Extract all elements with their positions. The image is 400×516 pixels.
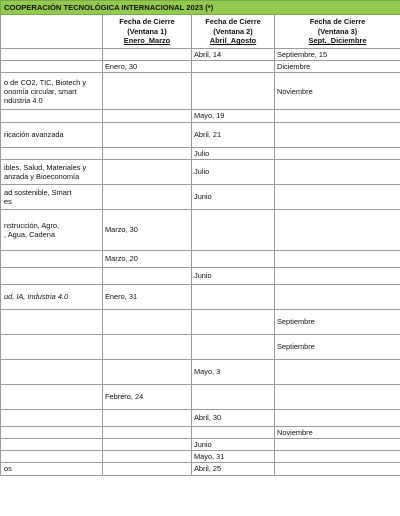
cell-window-3: [275, 122, 400, 147]
cell-window-1: Marzo, 30: [103, 209, 192, 250]
cell-window-1: [103, 110, 192, 122]
row-label: [1, 359, 103, 384]
cell-window-3: Noviembre: [275, 73, 400, 110]
cell-window-2: Mayo, 19: [192, 110, 275, 122]
cell-window-3: [275, 359, 400, 384]
header-window-3-line2: (Ventana 3): [317, 26, 358, 36]
cell-window-3: Noviembre: [275, 426, 400, 438]
cell-window-1: [103, 463, 192, 475]
cell-window-2: Julio: [192, 159, 275, 184]
cell-window-1: [103, 73, 192, 110]
cell-window-2: [192, 73, 275, 110]
cell-window-3: Septiembre: [275, 334, 400, 359]
cell-window-2: Mayo, 3: [192, 359, 275, 384]
cell-window-3: Septiembre: [275, 309, 400, 334]
table-row: [1, 49, 400, 61]
header-window-3-line3: Sept._Diciembre: [308, 36, 367, 46]
cell-window-3: [275, 147, 400, 159]
row-label: [1, 110, 103, 122]
cell-window-2: [192, 384, 275, 409]
table-row: [1, 110, 400, 122]
cell-window-3: Diciembre: [275, 61, 400, 73]
header-label-cell: [1, 15, 103, 49]
table-row: [1, 463, 400, 475]
row-label: [1, 426, 103, 438]
table-row: [1, 209, 400, 250]
table-row: [1, 359, 400, 384]
cell-window-3: [275, 110, 400, 122]
table-row: [1, 184, 400, 209]
row-label: o de CO2, TIC, Biotech y onomía circular, smart ndustria 4.0: [1, 73, 103, 110]
header-window-2-line2: (Ventana 2): [213, 26, 253, 36]
table-row: [1, 267, 400, 284]
cell-window-3: [275, 451, 400, 463]
row-label: [1, 384, 103, 409]
cell-window-1: Enero, 31: [103, 284, 192, 309]
cell-window-3: [275, 284, 400, 309]
row-label: ibles, Salud, Materiales y anzada y Bioeconomía: [1, 159, 103, 184]
cell-window-3: [275, 159, 400, 184]
cell-window-2: [192, 426, 275, 438]
cell-window-1: [103, 334, 192, 359]
cell-window-2: [192, 334, 275, 359]
cell-window-1: [103, 184, 192, 209]
header-window-2-line3: Abril_Agosto: [209, 36, 257, 46]
cell-window-1: [103, 49, 192, 61]
cell-window-2: [192, 61, 275, 73]
cell-window-1: [103, 409, 192, 426]
cell-window-3: [275, 463, 400, 475]
row-label: [1, 439, 103, 451]
table-row: [1, 61, 400, 73]
cell-window-3: Septiembre, 15: [275, 49, 400, 61]
row-label: [1, 334, 103, 359]
table-row: [1, 309, 400, 334]
cell-window-3: [275, 439, 400, 451]
cell-window-1: [103, 267, 192, 284]
row-label: [1, 309, 103, 334]
row-label: ud, IA, Industria 4.0: [1, 284, 103, 309]
header-row: [1, 15, 400, 49]
cell-window-2: Mayo, 31: [192, 451, 275, 463]
row-label: [1, 250, 103, 267]
table-row: [1, 439, 400, 451]
row-label: ricación avanzada: [1, 122, 103, 147]
row-label: [1, 49, 103, 61]
cell-window-3: [275, 184, 400, 209]
cell-window-1: Febrero, 24: [103, 384, 192, 409]
cell-window-2: Julio: [192, 147, 275, 159]
cell-window-2: [192, 284, 275, 309]
cell-window-2: [192, 250, 275, 267]
table-row: [1, 409, 400, 426]
header-window-3-line1: Fecha de Cierre: [309, 17, 366, 27]
cell-window-3: [275, 250, 400, 267]
table-row: [1, 451, 400, 463]
row-label: ad sostenible, Smart es: [1, 184, 103, 209]
table-row: [1, 284, 400, 309]
cell-window-2: Abril, 25: [192, 463, 275, 475]
cell-window-1: Enero, 30: [103, 61, 192, 73]
cell-window-2: Junio: [192, 267, 275, 284]
header-window-1-line3: Enero_Marzo: [123, 36, 171, 46]
cell-window-3: [275, 384, 400, 409]
cell-window-2: Junio: [192, 439, 275, 451]
row-label: [1, 147, 103, 159]
cell-window-2: Abril, 14: [192, 49, 275, 61]
row-label: [1, 409, 103, 426]
table-title: COOPERACIÓN TECNOLÓGICA INTERNACIONAL 2023 (*): [1, 1, 400, 15]
header-window-1: [103, 15, 192, 49]
cell-window-3: [275, 209, 400, 250]
cell-window-1: [103, 359, 192, 384]
row-label: [1, 267, 103, 284]
header-window-2: [192, 15, 275, 49]
header-window-1-line2: (Ventana 1): [127, 26, 167, 36]
title-row: [1, 1, 400, 15]
cell-window-1: [103, 159, 192, 184]
header-window-2-line1: Fecha de Cierre: [205, 17, 261, 27]
table-row: [1, 334, 400, 359]
cell-window-2: Abril, 30: [192, 409, 275, 426]
table-row: [1, 426, 400, 438]
cell-window-2: Abril, 21: [192, 122, 275, 147]
table-row: [1, 159, 400, 184]
row-label: [1, 451, 103, 463]
cell-window-1: [103, 426, 192, 438]
table-row: [1, 250, 400, 267]
cell-window-1: [103, 309, 192, 334]
cell-window-2: [192, 209, 275, 250]
cell-window-3: [275, 267, 400, 284]
cell-window-1: [103, 147, 192, 159]
cell-window-3: [275, 409, 400, 426]
table-row: [1, 122, 400, 147]
table-row: [1, 73, 400, 110]
cell-window-1: [103, 451, 192, 463]
header-window-3: [275, 15, 400, 49]
cell-window-1: [103, 439, 192, 451]
cell-window-2: Junio: [192, 184, 275, 209]
cell-window-1: Marzo, 20: [103, 250, 192, 267]
header-window-1-line1: Fecha de Cierre: [119, 17, 175, 27]
row-label: os: [1, 463, 103, 475]
row-label: nstrucción, Agro, , Agua, Cadena: [1, 209, 103, 250]
cell-window-1: [103, 122, 192, 147]
table-row: [1, 147, 400, 159]
table-row: [1, 384, 400, 409]
cell-window-2: [192, 309, 275, 334]
row-label: [1, 61, 103, 73]
